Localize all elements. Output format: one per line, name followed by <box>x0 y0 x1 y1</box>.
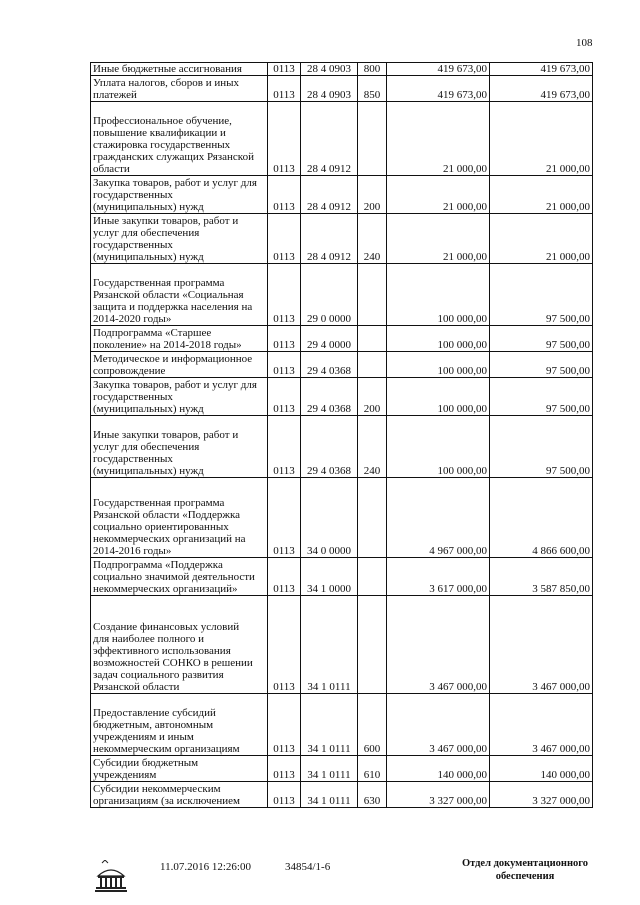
row-section-code: 0113 <box>268 596 301 694</box>
row-section-code: 0113 <box>268 352 301 378</box>
row-plan-amount: 100 000,00 <box>387 326 490 352</box>
row-target-code: 28 4 0912 <box>301 102 358 176</box>
row-expense-type <box>358 596 387 694</box>
row-target-code: 29 4 0368 <box>301 416 358 478</box>
row-executed-amount: 3 327 000,00 <box>490 782 593 808</box>
row-executed-amount: 419 673,00 <box>490 63 593 76</box>
table-row <box>91 76 593 102</box>
table-row <box>91 264 593 326</box>
row-section-code: 0113 <box>268 416 301 478</box>
row-section-code: 0113 <box>268 756 301 782</box>
row-section-code: 0113 <box>268 694 301 756</box>
duma-emblem-icon <box>92 860 130 894</box>
table-row <box>91 102 593 176</box>
row-plan-amount: 100 000,00 <box>387 352 490 378</box>
row-expense-type <box>358 102 387 176</box>
row-name: Предоставление субсидий бюджетным, автономным учреждениям и иным некоммерческим организациям <box>91 694 268 756</box>
row-expense-type: 200 <box>358 378 387 416</box>
row-target-code: 28 4 0912 <box>301 176 358 214</box>
row-plan-amount: 3 467 000,00 <box>387 596 490 694</box>
row-plan-amount: 3 617 000,00 <box>387 558 490 596</box>
row-target-code: 34 1 0111 <box>301 756 358 782</box>
row-name: Уплата налогов, сборов и иных платежей <box>91 76 268 102</box>
row-section-code: 0113 <box>268 478 301 558</box>
row-target-code: 28 4 0912 <box>301 214 358 264</box>
row-name: Профессиональное обучение, повышение квалификации и стажировка государственных гражданских служащих Рязанской области <box>91 102 268 176</box>
row-name: Создание финансовых условий для наиболее полного и эффективного использования возможностей СОНКО в решении задач социального развития Рязанской области <box>91 596 268 694</box>
row-name: Субсидии некоммерческим организациям (за исключением <box>91 782 268 808</box>
table-row <box>91 326 593 352</box>
table-row <box>91 176 593 214</box>
row-name: Иные закупки товаров, работ и услуг для обеспечения государственных (муниципальных) нужд <box>91 416 268 478</box>
row-plan-amount: 4 967 000,00 <box>387 478 490 558</box>
footer-department: Отдел документационного обеспечения <box>461 858 589 882</box>
row-executed-amount: 97 500,00 <box>490 378 593 416</box>
row-name: Государственная программа Рязанской области «Социальная защита и поддержка населения на 2014-2020 годы» <box>91 264 268 326</box>
table-row <box>91 416 593 478</box>
row-plan-amount: 21 000,00 <box>387 176 490 214</box>
row-executed-amount: 3 587 850,00 <box>490 558 593 596</box>
row-executed-amount: 21 000,00 <box>490 214 593 264</box>
row-plan-amount: 21 000,00 <box>387 214 490 264</box>
row-executed-amount: 97 500,00 <box>490 352 593 378</box>
row-name: Закупка товаров, работ и услуг для государственных (муниципальных) нужд <box>91 378 268 416</box>
row-plan-amount: 140 000,00 <box>387 756 490 782</box>
row-name: Подпрограмма «Старшее поколение» на 2014-2018 годы» <box>91 326 268 352</box>
row-section-code: 0113 <box>268 264 301 326</box>
row-plan-amount: 3 467 000,00 <box>387 694 490 756</box>
row-expense-type: 630 <box>358 782 387 808</box>
row-executed-amount: 3 467 000,00 <box>490 694 593 756</box>
row-executed-amount: 97 500,00 <box>490 416 593 478</box>
row-name: Закупка товаров, работ и услуг для государственных (муниципальных) нужд <box>91 176 268 214</box>
row-target-code: 29 4 0368 <box>301 352 358 378</box>
table-row <box>91 782 593 808</box>
row-target-code: 34 1 0111 <box>301 596 358 694</box>
row-target-code: 29 0 0000 <box>301 264 358 326</box>
row-plan-amount: 100 000,00 <box>387 416 490 478</box>
row-expense-type <box>358 558 387 596</box>
row-name: Иные закупки товаров, работ и услуг для обеспечения государственных (муниципальных) нужд <box>91 214 268 264</box>
row-target-code: 34 1 0111 <box>301 694 358 756</box>
row-plan-amount: 3 327 000,00 <box>387 782 490 808</box>
row-plan-amount: 419 673,00 <box>387 63 490 76</box>
row-target-code: 34 1 0000 <box>301 558 358 596</box>
row-expense-type: 800 <box>358 63 387 76</box>
budget-table <box>90 62 593 808</box>
row-expense-type: 600 <box>358 694 387 756</box>
row-section-code: 0113 <box>268 176 301 214</box>
footer-datetime: 11.07.2016 12:26:00 <box>160 861 251 873</box>
row-target-code: 28 4 0903 <box>301 76 358 102</box>
table-row <box>91 352 593 378</box>
row-plan-amount: 21 000,00 <box>387 102 490 176</box>
table-row <box>91 63 593 76</box>
row-executed-amount: 97 500,00 <box>490 264 593 326</box>
row-expense-type <box>358 326 387 352</box>
row-plan-amount: 419 673,00 <box>387 76 490 102</box>
row-target-code: 29 4 0368 <box>301 378 358 416</box>
row-section-code: 0113 <box>268 76 301 102</box>
row-name: Подпрограмма «Поддержка социально значимой деятельности некоммерческих организаций» <box>91 558 268 596</box>
row-target-code: 34 1 0111 <box>301 782 358 808</box>
row-executed-amount: 3 467 000,00 <box>490 596 593 694</box>
row-executed-amount: 4 866 600,00 <box>490 478 593 558</box>
table-row <box>91 558 593 596</box>
page-number: 108 <box>576 37 593 49</box>
row-expense-type: 240 <box>358 214 387 264</box>
row-section-code: 0113 <box>268 378 301 416</box>
table-row <box>91 596 593 694</box>
row-expense-type <box>358 264 387 326</box>
row-expense-type: 610 <box>358 756 387 782</box>
table-row <box>91 756 593 782</box>
table-row <box>91 214 593 264</box>
footer <box>0 854 640 905</box>
budget-table-body <box>91 63 593 808</box>
footer-doc-number: 34854/1-6 <box>285 861 331 873</box>
table-row <box>91 378 593 416</box>
row-plan-amount: 100 000,00 <box>387 264 490 326</box>
row-section-code: 0113 <box>268 214 301 264</box>
row-name: Иные бюджетные ассигнования <box>91 63 268 76</box>
row-executed-amount: 419 673,00 <box>490 76 593 102</box>
row-expense-type: 200 <box>358 176 387 214</box>
row-expense-type <box>358 352 387 378</box>
row-section-code: 0113 <box>268 102 301 176</box>
row-executed-amount: 21 000,00 <box>490 102 593 176</box>
row-name: Методическое и информационное сопровождение <box>91 352 268 378</box>
row-target-code: 28 4 0903 <box>301 63 358 76</box>
row-name: Субсидии бюджетным учреждениям <box>91 756 268 782</box>
row-executed-amount: 97 500,00 <box>490 326 593 352</box>
row-target-code: 34 0 0000 <box>301 478 358 558</box>
row-expense-type <box>358 478 387 558</box>
row-executed-amount: 21 000,00 <box>490 176 593 214</box>
row-section-code: 0113 <box>268 782 301 808</box>
table-row <box>91 694 593 756</box>
row-section-code: 0113 <box>268 63 301 76</box>
row-name: Государственная программа Рязанской области «Поддержка социально ориентированных некоммерческих организаций на 2014-2016 годы» <box>91 478 268 558</box>
row-expense-type: 240 <box>358 416 387 478</box>
row-section-code: 0113 <box>268 326 301 352</box>
row-section-code: 0113 <box>268 558 301 596</box>
row-plan-amount: 100 000,00 <box>387 378 490 416</box>
row-executed-amount: 140 000,00 <box>490 756 593 782</box>
row-target-code: 29 4 0000 <box>301 326 358 352</box>
table-row <box>91 478 593 558</box>
row-expense-type: 850 <box>358 76 387 102</box>
